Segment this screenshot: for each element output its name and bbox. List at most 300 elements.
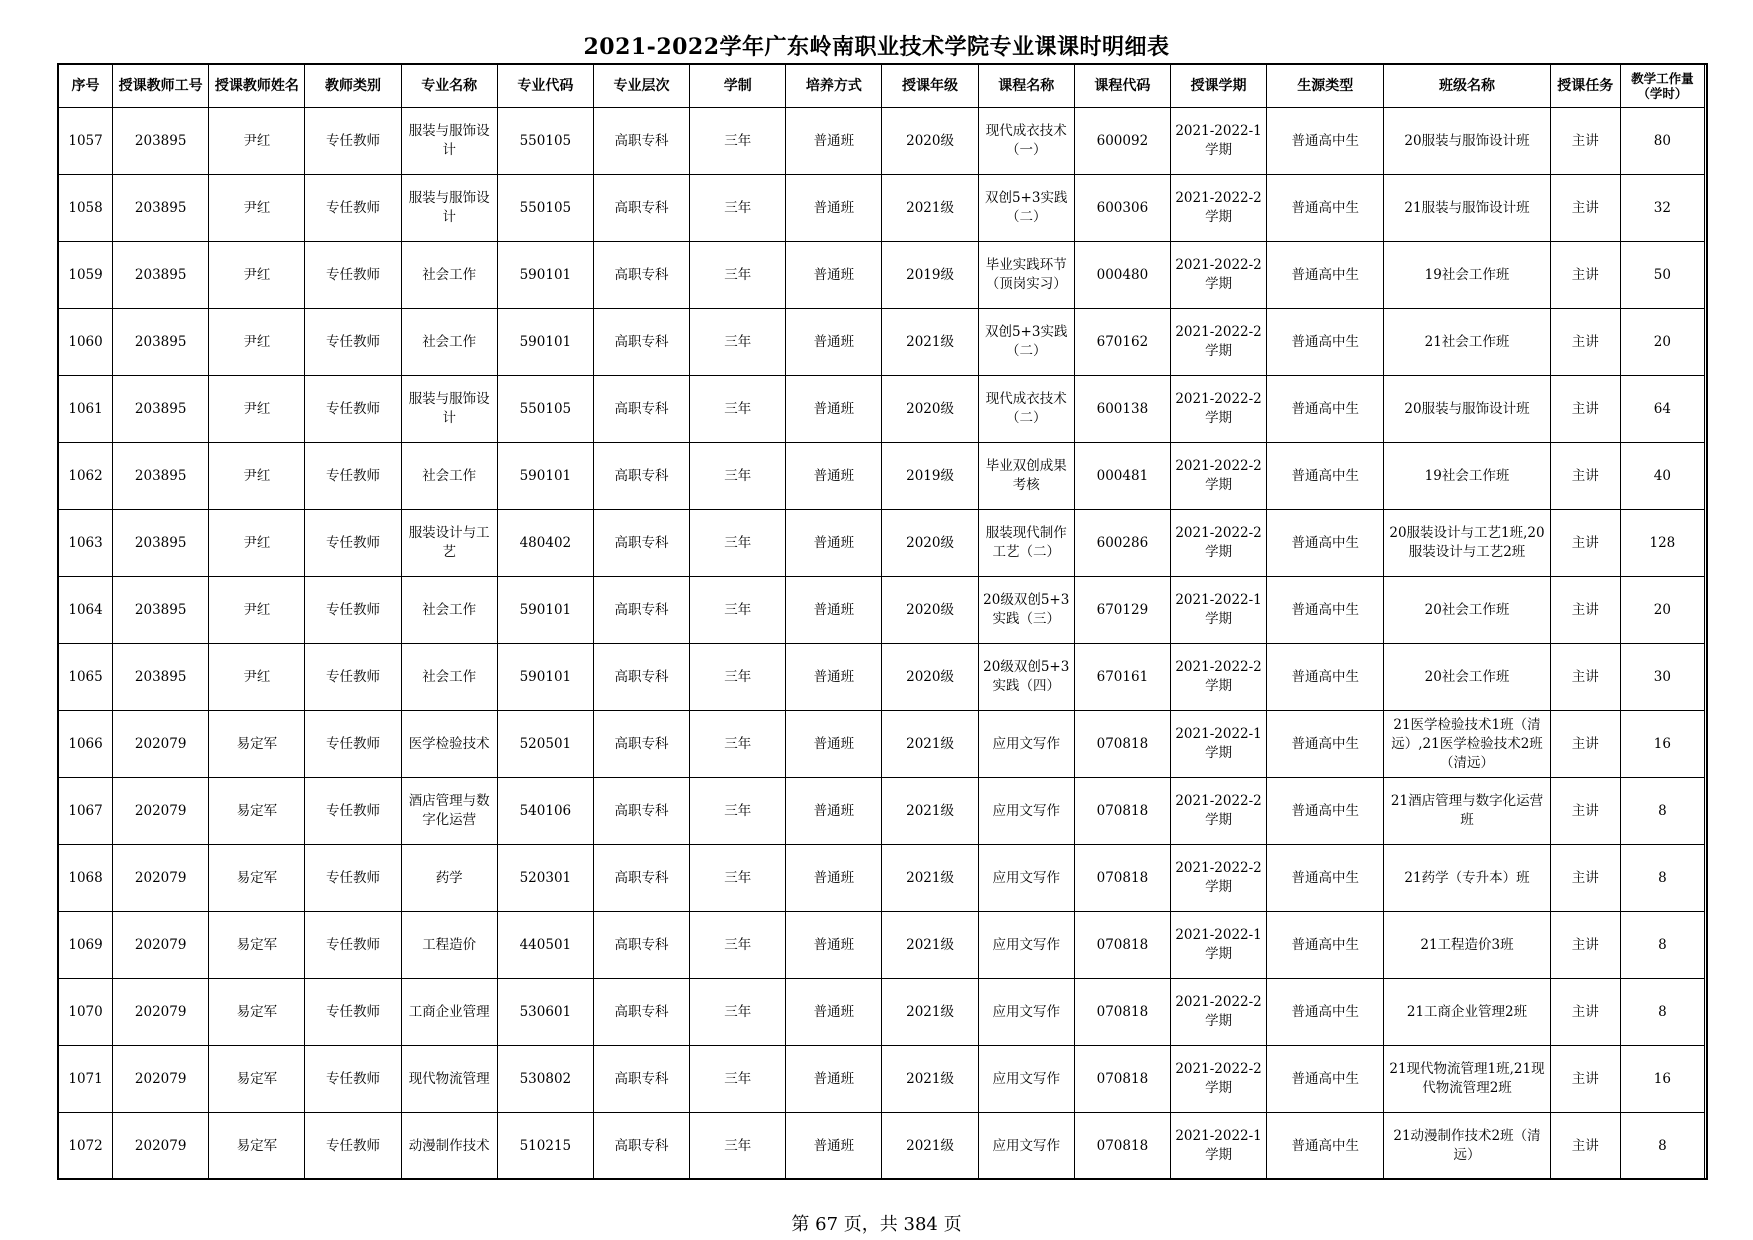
table-cell: 专任教师 <box>305 912 401 979</box>
column-header: 授课任务 <box>1550 65 1620 108</box>
table-cell: 1064 <box>59 577 113 644</box>
table-row <box>59 510 1705 577</box>
table-cell: 80 <box>1620 108 1704 175</box>
table-cell: 2021级 <box>882 711 978 778</box>
table-cell: 主讲 <box>1550 376 1620 443</box>
table-cell: 2021-2022-2学期 <box>1170 510 1266 577</box>
table-cell: 203895 <box>113 242 209 309</box>
table-cell: 20 <box>1620 577 1704 644</box>
table-cell: 普通班 <box>786 242 882 309</box>
table-cell: 专任教师 <box>305 644 401 711</box>
table-cell: 20社会工作班 <box>1384 644 1550 711</box>
table-cell: 000480 <box>1074 242 1170 309</box>
table-cell: 高职专科 <box>593 1113 689 1180</box>
table-cell: 三年 <box>690 108 786 175</box>
table-cell: 主讲 <box>1550 175 1620 242</box>
table-cell: 1063 <box>59 510 113 577</box>
table-cell: 普通班 <box>786 443 882 510</box>
table-cell: 尹红 <box>209 309 305 376</box>
table-cell: 16 <box>1620 711 1704 778</box>
table-row <box>59 845 1705 912</box>
table-cell: 应用文写作 <box>978 912 1074 979</box>
table-cell: 应用文写作 <box>978 845 1074 912</box>
table-cell: 2020级 <box>882 376 978 443</box>
table-cell: 双创5+3实践（二） <box>978 309 1074 376</box>
table-cell: 普通班 <box>786 577 882 644</box>
table-cell: 社会工作 <box>401 309 497 376</box>
table-cell: 21工程造价3班 <box>1384 912 1550 979</box>
table-cell: 社会工作 <box>401 577 497 644</box>
column-header: 培养方式 <box>786 65 882 108</box>
table-cell: 普通高中生 <box>1267 644 1384 711</box>
table-cell: 8 <box>1620 912 1704 979</box>
table-cell: 服装与服饰设计 <box>401 175 497 242</box>
table-row <box>59 912 1705 979</box>
table-cell: 三年 <box>690 1046 786 1113</box>
table-cell: 590101 <box>497 443 593 510</box>
table-cell: 203895 <box>113 108 209 175</box>
table-cell: 现代成衣技术（一） <box>978 108 1074 175</box>
table-cell: 600306 <box>1074 175 1170 242</box>
table-cell: 易定军 <box>209 912 305 979</box>
column-header: 教学工作量（学时） <box>1620 65 1704 108</box>
table-row <box>59 644 1705 711</box>
table-cell: 8 <box>1620 979 1704 1046</box>
table-cell: 普通高中生 <box>1267 242 1384 309</box>
table-cell: 2021级 <box>882 175 978 242</box>
table-cell: 高职专科 <box>593 108 689 175</box>
table-cell: 000481 <box>1074 443 1170 510</box>
table-cell: 20服装与服饰设计班 <box>1384 376 1550 443</box>
table-cell: 20社会工作班 <box>1384 577 1550 644</box>
table-cell: 2020级 <box>882 577 978 644</box>
table-cell: 高职专科 <box>593 979 689 1046</box>
table-cell: 高职专科 <box>593 175 689 242</box>
table-cell: 普通高中生 <box>1267 309 1384 376</box>
table-cell: 20服装设计与工艺1班,20服装设计与工艺2班 <box>1384 510 1550 577</box>
table-header-row <box>59 65 1705 108</box>
table-cell: 2020级 <box>882 108 978 175</box>
table-cell: 2021-2022-1学期 <box>1170 1113 1266 1180</box>
table-cell: 440501 <box>497 912 593 979</box>
table-cell: 高职专科 <box>593 577 689 644</box>
table-cell: 专任教师 <box>305 510 401 577</box>
table-cell: 服装现代制作工艺（二） <box>978 510 1074 577</box>
table-cell: 专任教师 <box>305 711 401 778</box>
table-cell: 专任教师 <box>305 845 401 912</box>
table-cell: 服装与服饰设计 <box>401 376 497 443</box>
table-cell: 203895 <box>113 443 209 510</box>
table-cell: 专任教师 <box>305 242 401 309</box>
column-header: 课程名称 <box>978 65 1074 108</box>
table-cell: 普通高中生 <box>1267 979 1384 1046</box>
table-cell: 21医学检验技术1班（清远）,21医学检验技术2班（清远） <box>1384 711 1550 778</box>
table-cell: 530802 <box>497 1046 593 1113</box>
table-cell: 药学 <box>401 845 497 912</box>
table-cell: 应用文写作 <box>978 778 1074 845</box>
table-cell: 8 <box>1620 778 1704 845</box>
table-cell: 普通班 <box>786 108 882 175</box>
table-cell: 易定军 <box>209 845 305 912</box>
table-cell: 202079 <box>113 912 209 979</box>
table-cell: 三年 <box>690 644 786 711</box>
table-cell: 520501 <box>497 711 593 778</box>
table-cell: 高职专科 <box>593 912 689 979</box>
column-header: 授课教师姓名 <box>209 65 305 108</box>
table-cell: 三年 <box>690 175 786 242</box>
table-cell: 双创5+3实践（二） <box>978 175 1074 242</box>
table-cell: 21服装与服饰设计班 <box>1384 175 1550 242</box>
table-cell: 尹红 <box>209 577 305 644</box>
table-cell: 高职专科 <box>593 845 689 912</box>
table-cell: 主讲 <box>1550 577 1620 644</box>
column-header: 学制 <box>690 65 786 108</box>
table-cell: 三年 <box>690 510 786 577</box>
table-cell: 600138 <box>1074 376 1170 443</box>
table-cell: 尹红 <box>209 644 305 711</box>
table-cell: 2021-2022-2学期 <box>1170 175 1266 242</box>
table-cell: 1068 <box>59 845 113 912</box>
table-cell: 070818 <box>1074 912 1170 979</box>
table-cell: 32 <box>1620 175 1704 242</box>
table-cell: 8 <box>1620 1113 1704 1180</box>
table-row <box>59 309 1705 376</box>
table-cell: 21工商企业管理2班 <box>1384 979 1550 1046</box>
table-cell: 普通班 <box>786 175 882 242</box>
table-cell: 202079 <box>113 711 209 778</box>
table-cell: 1072 <box>59 1113 113 1180</box>
table-cell: 2021级 <box>882 309 978 376</box>
table-cell: 19社会工作班 <box>1384 443 1550 510</box>
table-cell: 480402 <box>497 510 593 577</box>
table-cell: 64 <box>1620 376 1704 443</box>
table-cell: 普通高中生 <box>1267 175 1384 242</box>
table-cell: 2019级 <box>882 242 978 309</box>
table-cell: 普通高中生 <box>1267 443 1384 510</box>
table-cell: 三年 <box>690 711 786 778</box>
table-cell: 普通班 <box>786 309 882 376</box>
table-cell: 服装与服饰设计 <box>401 108 497 175</box>
column-header: 授课学期 <box>1170 65 1266 108</box>
table-cell: 2021-2022-2学期 <box>1170 242 1266 309</box>
table-cell: 1057 <box>59 108 113 175</box>
table-cell: 550105 <box>497 108 593 175</box>
table-cell: 高职专科 <box>593 242 689 309</box>
page-title: 2021-2022学年广东岭南职业技术学院专业课课时明细表 <box>583 34 1170 60</box>
table-cell: 20级双创5+3实践（三） <box>978 577 1074 644</box>
table-cell: 50 <box>1620 242 1704 309</box>
table-cell: 三年 <box>690 1113 786 1180</box>
table-cell: 070818 <box>1074 711 1170 778</box>
table-cell: 主讲 <box>1550 979 1620 1046</box>
table-cell: 应用文写作 <box>978 1046 1074 1113</box>
table-cell: 主讲 <box>1550 1046 1620 1113</box>
table-cell: 三年 <box>690 778 786 845</box>
table-cell: 203895 <box>113 577 209 644</box>
table-cell: 540106 <box>497 778 593 845</box>
table-cell: 40 <box>1620 443 1704 510</box>
column-header: 专业名称 <box>401 65 497 108</box>
table-cell: 普通高中生 <box>1267 577 1384 644</box>
table-cell: 2021-2022-2学期 <box>1170 443 1266 510</box>
table-cell: 主讲 <box>1550 443 1620 510</box>
table-row <box>59 577 1705 644</box>
table-cell: 2021-2022-1学期 <box>1170 912 1266 979</box>
table-cell: 高职专科 <box>593 778 689 845</box>
table-cell: 1058 <box>59 175 113 242</box>
table-cell: 1071 <box>59 1046 113 1113</box>
table-cell: 070818 <box>1074 1046 1170 1113</box>
table-cell: 2021-2022-2学期 <box>1170 376 1266 443</box>
table-cell: 专任教师 <box>305 443 401 510</box>
table-cell: 三年 <box>690 242 786 309</box>
table-cell: 202079 <box>113 778 209 845</box>
table-cell: 2021-2022-1学期 <box>1170 577 1266 644</box>
table-cell: 30 <box>1620 644 1704 711</box>
table-cell: 128 <box>1620 510 1704 577</box>
table-cell: 2021-2022-1学期 <box>1170 711 1266 778</box>
table-cell: 2021级 <box>882 912 978 979</box>
table-cell: 1062 <box>59 443 113 510</box>
table-cell: 专任教师 <box>305 1046 401 1113</box>
table-cell: 2021级 <box>882 778 978 845</box>
column-header: 班级名称 <box>1384 65 1550 108</box>
table-cell: 高职专科 <box>593 644 689 711</box>
table-cell: 易定军 <box>209 778 305 845</box>
table-cell: 510215 <box>497 1113 593 1180</box>
table-cell: 2021-2022-2学期 <box>1170 979 1266 1046</box>
table-cell: 工程造价 <box>401 912 497 979</box>
table-cell: 1066 <box>59 711 113 778</box>
table-cell: 2020级 <box>882 644 978 711</box>
table-cell: 550105 <box>497 376 593 443</box>
table-cell: 2019级 <box>882 443 978 510</box>
table-cell: 202079 <box>113 1113 209 1180</box>
table-cell: 530601 <box>497 979 593 1046</box>
table-cell: 070818 <box>1074 979 1170 1046</box>
table-cell: 三年 <box>690 443 786 510</box>
column-header: 专业层次 <box>593 65 689 108</box>
table-cell: 专任教师 <box>305 577 401 644</box>
table-row <box>59 979 1705 1046</box>
table-cell: 高职专科 <box>593 1046 689 1113</box>
table-cell: 尹红 <box>209 108 305 175</box>
table-cell: 普通高中生 <box>1267 912 1384 979</box>
table-cell: 普通班 <box>786 1046 882 1113</box>
table-cell: 主讲 <box>1550 845 1620 912</box>
table-cell: 社会工作 <box>401 644 497 711</box>
table-cell: 2021级 <box>882 845 978 912</box>
table-cell: 202079 <box>113 979 209 1046</box>
table-cell: 三年 <box>690 309 786 376</box>
table-cell: 590101 <box>497 242 593 309</box>
table-cell: 易定军 <box>209 1113 305 1180</box>
table-cell: 20级双创5+3实践（四） <box>978 644 1074 711</box>
table-cell: 三年 <box>690 912 786 979</box>
column-header: 教师类别 <box>305 65 401 108</box>
table-cell: 主讲 <box>1550 309 1620 376</box>
table-cell: 21酒店管理与数字化运营班 <box>1384 778 1550 845</box>
table-cell: 普通高中生 <box>1267 778 1384 845</box>
table-cell: 2020级 <box>882 510 978 577</box>
column-header: 专业代码 <box>497 65 593 108</box>
column-header: 序号 <box>59 65 113 108</box>
table-cell: 16 <box>1620 1046 1704 1113</box>
table-cell: 670129 <box>1074 577 1170 644</box>
table-cell: 20服装与服饰设计班 <box>1384 108 1550 175</box>
table-cell: 21社会工作班 <box>1384 309 1550 376</box>
table-cell: 专任教师 <box>305 376 401 443</box>
table-cell: 1065 <box>59 644 113 711</box>
table-cell: 670161 <box>1074 644 1170 711</box>
table-cell: 070818 <box>1074 1113 1170 1180</box>
column-header: 课程代码 <box>1074 65 1170 108</box>
table-cell: 普通班 <box>786 845 882 912</box>
table-cell: 主讲 <box>1550 912 1620 979</box>
table-cell: 203895 <box>113 309 209 376</box>
table-cell: 070818 <box>1074 845 1170 912</box>
table-cell: 高职专科 <box>593 309 689 376</box>
table-cell: 8 <box>1620 845 1704 912</box>
table-cell: 2021-2022-2学期 <box>1170 309 1266 376</box>
table-cell: 尹红 <box>209 242 305 309</box>
table-cell: 590101 <box>497 309 593 376</box>
table-cell: 主讲 <box>1550 1113 1620 1180</box>
table-cell: 1070 <box>59 979 113 1046</box>
table-row <box>59 1046 1705 1113</box>
table-cell: 三年 <box>690 376 786 443</box>
table-cell: 203895 <box>113 644 209 711</box>
table-row <box>59 242 1705 309</box>
table-cell: 202079 <box>113 845 209 912</box>
page-footer: 第 67 页，共 384 页 <box>791 1214 962 1235</box>
table-cell: 2021-2022-1学期 <box>1170 108 1266 175</box>
table-cell: 1059 <box>59 242 113 309</box>
table-cell: 普通高中生 <box>1267 845 1384 912</box>
table-cell: 2021级 <box>882 1113 978 1180</box>
table-cell: 590101 <box>497 644 593 711</box>
table-cell: 600092 <box>1074 108 1170 175</box>
table-cell: 203895 <box>113 510 209 577</box>
table-cell: 三年 <box>690 577 786 644</box>
table-cell: 高职专科 <box>593 711 689 778</box>
table-cell: 19社会工作班 <box>1384 242 1550 309</box>
table-row <box>59 711 1705 778</box>
table-cell: 尹红 <box>209 510 305 577</box>
table-cell: 2021-2022-2学期 <box>1170 778 1266 845</box>
table-row <box>59 108 1705 175</box>
table-cell: 普通班 <box>786 912 882 979</box>
table-cell: 主讲 <box>1550 644 1620 711</box>
table-cell: 尹红 <box>209 443 305 510</box>
table-cell: 动漫制作技术 <box>401 1113 497 1180</box>
table-cell: 高职专科 <box>593 376 689 443</box>
table-cell: 普通高中生 <box>1267 1046 1384 1113</box>
table-cell: 三年 <box>690 979 786 1046</box>
table-cell: 服装设计与工艺 <box>401 510 497 577</box>
table-cell: 应用文写作 <box>978 711 1074 778</box>
table-cell: 易定军 <box>209 1046 305 1113</box>
table-cell: 专任教师 <box>305 778 401 845</box>
table-cell: 易定军 <box>209 979 305 1046</box>
table-cell: 21动漫制作技术2班（清远） <box>1384 1113 1550 1180</box>
table-cell: 202079 <box>113 1046 209 1113</box>
table-cell: 普通班 <box>786 510 882 577</box>
table-cell: 主讲 <box>1550 778 1620 845</box>
table-cell: 现代成衣技术（二） <box>978 376 1074 443</box>
table-cell: 590101 <box>497 577 593 644</box>
table-cell: 专任教师 <box>305 108 401 175</box>
table-cell: 2021-2022-2学期 <box>1170 1046 1266 1113</box>
table-row <box>59 1113 1705 1180</box>
table-cell: 高职专科 <box>593 510 689 577</box>
table-cell: 普通班 <box>786 644 882 711</box>
table-cell: 550105 <box>497 175 593 242</box>
table-cell: 专任教师 <box>305 1113 401 1180</box>
table-cell: 2021级 <box>882 1046 978 1113</box>
column-header: 授课年级 <box>882 65 978 108</box>
table-cell: 普通高中生 <box>1267 376 1384 443</box>
table-row <box>59 443 1705 510</box>
table-cell: 普通班 <box>786 711 882 778</box>
table-cell: 专任教师 <box>305 979 401 1046</box>
table-cell: 专任教师 <box>305 175 401 242</box>
table-cell: 毕业双创成果考核 <box>978 443 1074 510</box>
table-cell: 1069 <box>59 912 113 979</box>
table-row <box>59 376 1705 443</box>
table-cell: 1067 <box>59 778 113 845</box>
course-hours-table <box>58 64 1705 1180</box>
table-cell: 易定军 <box>209 711 305 778</box>
table-cell: 2021-2022-2学期 <box>1170 845 1266 912</box>
table-cell: 尹红 <box>209 376 305 443</box>
table-cell: 1060 <box>59 309 113 376</box>
table-cell: 主讲 <box>1550 108 1620 175</box>
table-cell: 酒店管理与数字化运营 <box>401 778 497 845</box>
table-cell: 普通高中生 <box>1267 510 1384 577</box>
table-cell: 尹红 <box>209 175 305 242</box>
table-cell: 医学检验技术 <box>401 711 497 778</box>
table-cell: 应用文写作 <box>978 1113 1074 1180</box>
table-cell: 1061 <box>59 376 113 443</box>
table-cell: 普通班 <box>786 1113 882 1180</box>
column-header: 生源类型 <box>1267 65 1384 108</box>
table-cell: 三年 <box>690 845 786 912</box>
table-cell: 普通高中生 <box>1267 108 1384 175</box>
table-cell: 普通班 <box>786 979 882 1046</box>
table-cell: 2021-2022-2学期 <box>1170 644 1266 711</box>
table-cell: 应用文写作 <box>978 979 1074 1046</box>
table-cell: 主讲 <box>1550 510 1620 577</box>
table-row <box>59 175 1705 242</box>
table-cell: 现代物流管理 <box>401 1046 497 1113</box>
table-cell: 高职专科 <box>593 443 689 510</box>
table-cell: 普通高中生 <box>1267 711 1384 778</box>
table-cell: 专任教师 <box>305 309 401 376</box>
table-cell: 社会工作 <box>401 242 497 309</box>
column-header: 授课教师工号 <box>113 65 209 108</box>
table-cell: 203895 <box>113 376 209 443</box>
table-cell: 2021级 <box>882 979 978 1046</box>
table-cell: 21药学（专升本）班 <box>1384 845 1550 912</box>
table-cell: 600286 <box>1074 510 1170 577</box>
table-cell: 203895 <box>113 175 209 242</box>
table-cell: 毕业实践环节（顶岗实习） <box>978 242 1074 309</box>
table-cell: 工商企业管理 <box>401 979 497 1046</box>
table-cell: 社会工作 <box>401 443 497 510</box>
table-cell: 普通班 <box>786 778 882 845</box>
table-cell: 520301 <box>497 845 593 912</box>
